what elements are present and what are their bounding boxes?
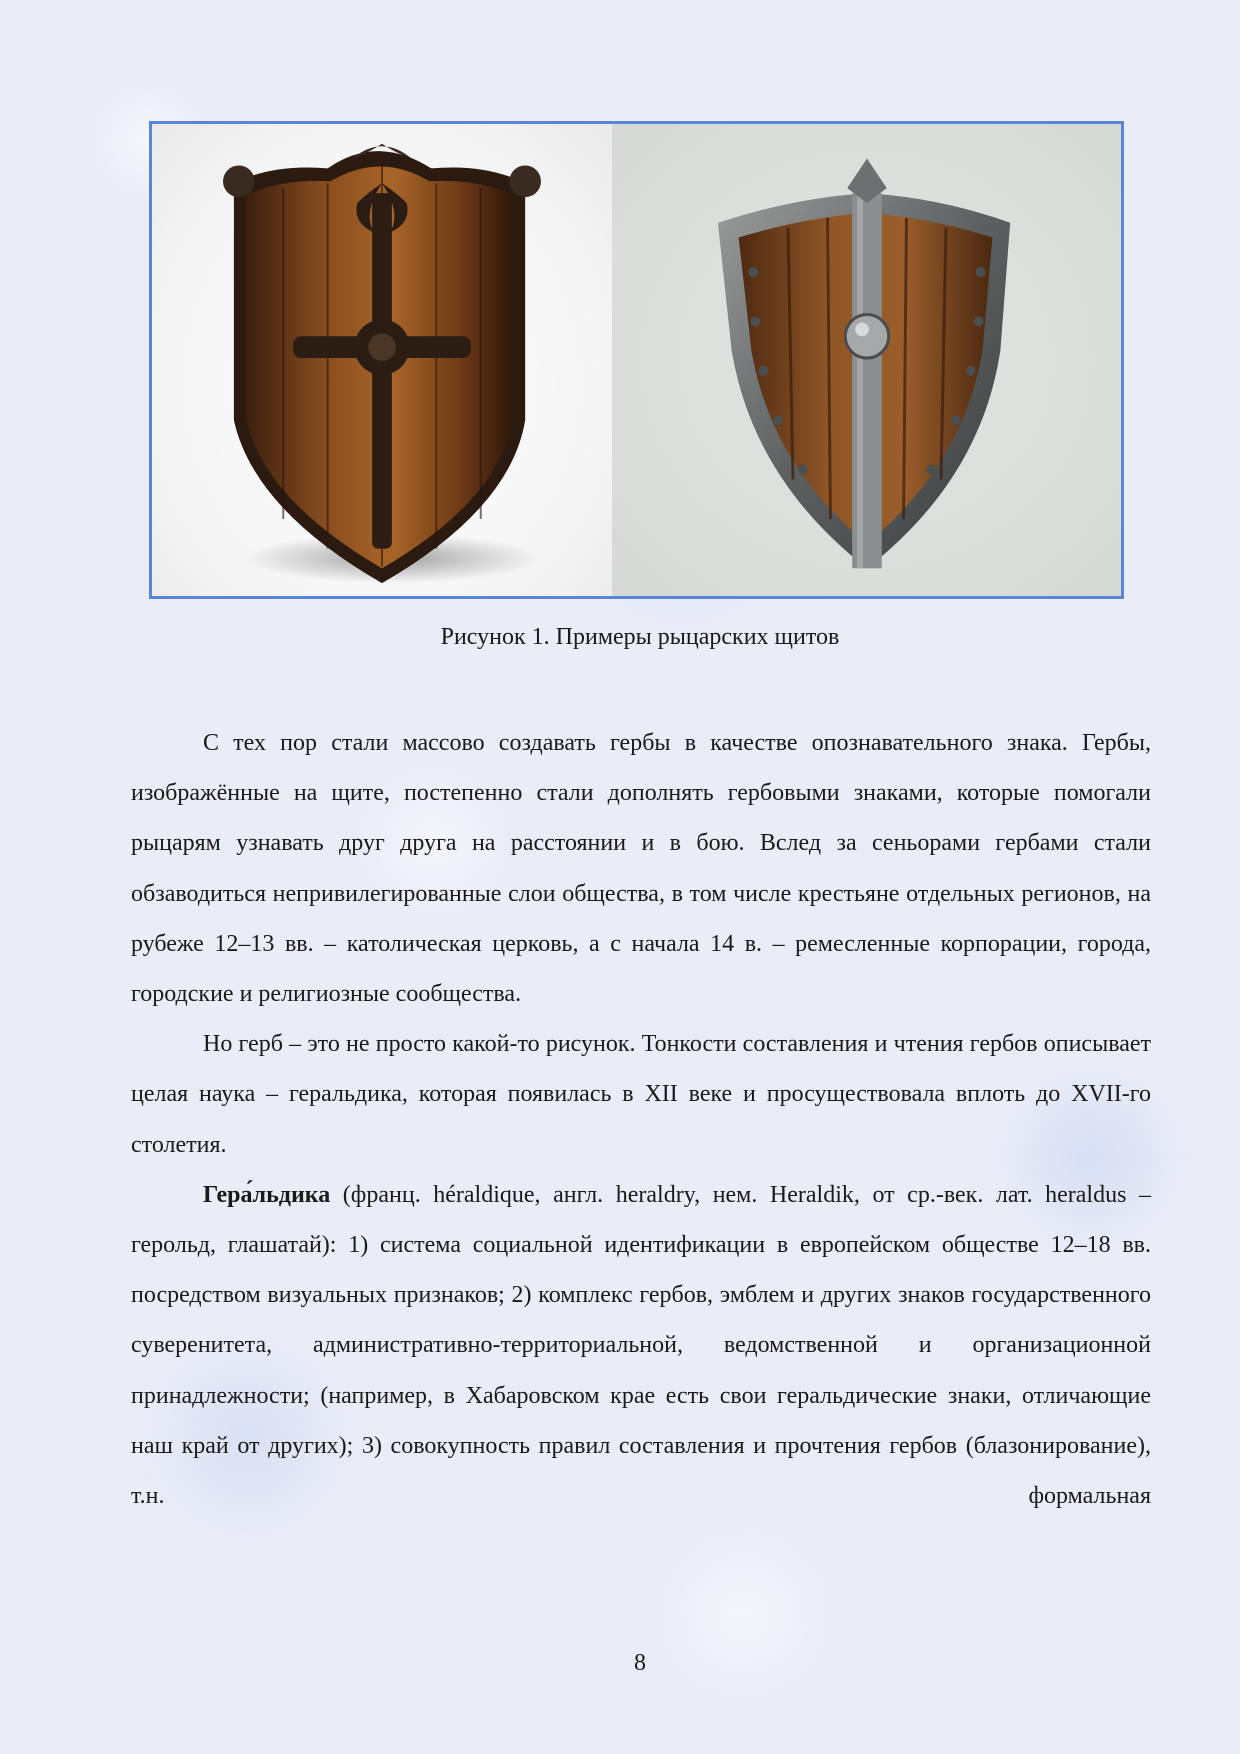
paragraph-1: С тех пор стали массово создавать гербы в качестве опознавательного знака. Гербы, изображённые на щите, постепенно стали дополнять гербовыми знаками, которые помогали рыцарям узнавать друг друга на расстоянии и в бою. Вслед за сеньорами гербами стали обзаводиться непривилегированные слои общества, в том числе крестьяне отдельных регионов, на рубеже 12–13 вв. – католическая церковь, а с начала 14 в. – ремесленные корпорации, города, городские и религиозные сообщества.	[131, 730, 1151, 1008]
paragraph-3	[131, 1170, 1151, 1521]
definition-heraldry: (франц. héraldique, англ. heraldry, нем. Heraldik, от ср.-век. лат. heraldus – герольд, глашатай): 1) система социальной идентификации в европейском обществе 12–18 вв. посредством визуальных признаков; 2) комплекс гербов, эмблем и других знаков государственного суверенитета, административно-территориальной, ведомственной и организационной принадлежности; (например, в Хабаровском крае есть свои геральдические знаки, отличающие наш край от других); 3) совокупность правил составления и прочтения гербов (блазонирование), т.н. формальная	[131, 1181, 1151, 1510]
wooden-ornate-shield-image	[152, 124, 612, 596]
term-heraldry: Гера́льдика	[203, 1181, 331, 1208]
metal-rimmed-shield-image	[612, 124, 1121, 596]
page-number: 8	[634, 1650, 646, 1676]
paragraph-2: Но герб – это не просто какой-то рисунок. Тонкости составления и чтения гербов описывает целая наука – геральдика, которая появилась в XII веке и просуществовала вплоть до XVII-го столетия.	[131, 1031, 1151, 1158]
figure-caption: Рисунок 1. Примеры рыцарских щитов	[440, 624, 840, 650]
figure-shields	[149, 121, 1124, 599]
body-text	[131, 718, 1151, 1521]
